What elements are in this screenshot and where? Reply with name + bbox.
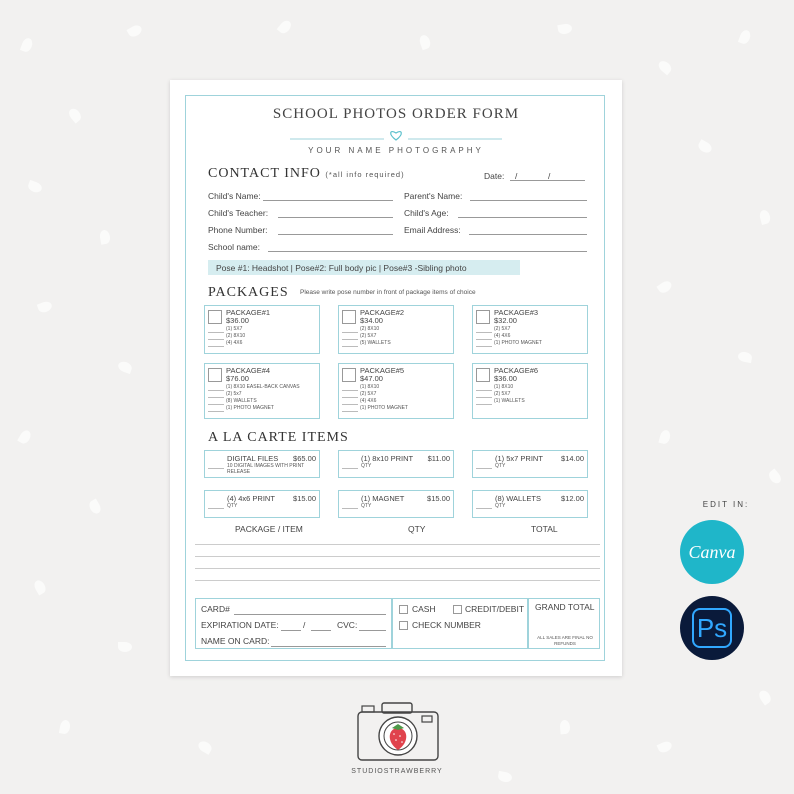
photoshop-label: Ps — [696, 612, 728, 643]
alacarte-name: (1) 8x10 PRINT — [361, 454, 414, 463]
phone-field[interactable] — [278, 234, 393, 235]
parents-name-field[interactable] — [470, 200, 587, 201]
package-item: (1) WALLETS — [494, 398, 525, 404]
pose-blank[interactable] — [208, 390, 224, 391]
card-field[interactable] — [234, 614, 386, 615]
payment-method-box — [392, 598, 528, 649]
package-price: $36.00 — [226, 316, 249, 325]
order-row[interactable] — [195, 544, 600, 545]
qty-blank[interactable] — [476, 508, 492, 509]
check-label: CHECK NUMBER — [412, 620, 481, 630]
package-checkbox[interactable] — [208, 368, 222, 382]
package-price: $47.00 — [360, 374, 383, 383]
package-checkbox[interactable] — [342, 310, 356, 324]
alacarte-price: $12.00 — [561, 494, 584, 503]
pose-blank[interactable] — [208, 404, 224, 405]
package-checkbox[interactable] — [208, 310, 222, 324]
package-item: (1) PHOTO MAGNET — [226, 405, 274, 411]
grand-total-label: GRAND TOTAL — [535, 602, 595, 612]
school-field[interactable] — [268, 251, 587, 252]
exp-sep: / — [303, 620, 306, 630]
package-item: (1) 5X7 — [226, 326, 243, 332]
packages-note: Please write pose number in front of package items of choice — [300, 289, 476, 296]
cvc-label: CVC: — [337, 620, 358, 630]
check-checkbox[interactable] — [399, 621, 408, 630]
package-card-6[interactable] — [472, 363, 588, 419]
package-card-5[interactable] — [338, 363, 454, 419]
pose-blank[interactable] — [476, 404, 492, 405]
package-checkbox[interactable] — [476, 310, 490, 324]
col-package-item: PACKAGE / ITEM — [235, 524, 303, 534]
alacarte-item-8x10[interactable] — [338, 450, 454, 478]
photographer-name: YOUR NAME PHOTOGRAPHY — [308, 146, 484, 155]
alacarte-sub: QTY — [495, 503, 506, 509]
alacarte-sub: QTY — [227, 503, 238, 509]
contact-heading: CONTACT INFO (*all info required) — [208, 166, 405, 181]
alacarte-item-4x6[interactable] — [204, 490, 320, 518]
alacarte-sub: QTY — [361, 503, 372, 509]
package-item: (4) 4X6 — [494, 333, 511, 339]
alacarte-price: $15.00 — [293, 494, 316, 503]
package-item: (2) 5x7 — [226, 391, 242, 397]
package-item: (1) 8X10 EASEL-BACK CANVAS — [226, 384, 300, 390]
pose-blank[interactable] — [342, 397, 358, 398]
package-item: (5) WALLETS — [360, 340, 391, 346]
alacarte-name: (1) 5x7 PRINT — [495, 454, 543, 463]
package-checkbox[interactable] — [342, 368, 356, 382]
date-sep-1: / — [515, 171, 518, 181]
package-card-1[interactable] — [204, 305, 320, 354]
package-item: (2) 5X7 — [360, 391, 377, 397]
package-item: (2) 5X7 — [494, 391, 511, 397]
alacarte-name: (1) MAGNET — [361, 494, 405, 503]
pose-blank[interactable] — [208, 332, 224, 333]
parents-name-label: Parent's Name: — [404, 191, 463, 201]
alacarte-name: DIGITAL FILES — [227, 454, 279, 463]
childs-teacher-label: Child's Teacher: — [208, 208, 269, 218]
order-row[interactable] — [195, 580, 600, 581]
alacarte-sub: QTY — [495, 463, 506, 469]
credit-label: CREDIT/DEBIT — [465, 604, 525, 614]
alacarte-price: $11.00 — [427, 454, 450, 463]
pose-blank[interactable] — [476, 332, 492, 333]
packages-heading: PACKAGES — [208, 285, 289, 300]
alacarte-name: (8) WALLETS — [495, 494, 541, 503]
cvc-field[interactable] — [359, 630, 386, 631]
phone-label: Phone Number: — [208, 225, 268, 235]
alacarte-name: (4) 4x6 PRINT — [227, 494, 275, 503]
col-qty: QTY — [408, 524, 426, 534]
card-info-box — [195, 598, 392, 649]
childs-age-field[interactable] — [458, 217, 587, 218]
package-item: (1) PHOTO MAGNET — [494, 340, 542, 346]
package-price: $76.00 — [226, 374, 249, 383]
package-price: $32.00 — [494, 316, 517, 325]
exp-month-field[interactable] — [281, 630, 301, 631]
date-label: Date: — [484, 171, 505, 181]
order-row[interactable] — [195, 556, 600, 557]
pose-blank[interactable] — [476, 346, 492, 347]
qty-blank[interactable] — [342, 468, 358, 469]
alacarte-item-digital[interactable] — [204, 450, 320, 478]
pose-blank[interactable] — [342, 404, 358, 405]
date-sep-2: / — [548, 171, 551, 181]
qty-blank[interactable] — [476, 468, 492, 469]
school-label: School name: — [208, 242, 260, 252]
package-item: (2) 8X10 — [360, 326, 380, 332]
package-item: (2) 5X7 — [494, 326, 511, 332]
alacarte-item-wallets[interactable] — [472, 490, 588, 518]
pose-blank[interactable] — [342, 332, 358, 333]
contact-note: (*all info required) — [325, 170, 405, 179]
pose-blank[interactable] — [476, 390, 492, 391]
package-name: PACKAGE#5 — [360, 366, 405, 375]
package-item: (2) 5X7 — [360, 333, 377, 339]
alacarte-sub: QTY — [361, 463, 372, 469]
childs-name-label: Child's Name: — [208, 191, 261, 201]
childs-teacher-field[interactable] — [278, 217, 393, 218]
expiration-label: EXPIRATION DATE: — [201, 620, 279, 630]
package-card-4[interactable] — [204, 363, 320, 419]
pose-blank[interactable] — [208, 346, 224, 347]
alacarte-price: $15.00 — [427, 494, 450, 503]
exp-year-field[interactable] — [311, 630, 331, 631]
heart-divider-icon — [290, 130, 502, 142]
cash-label: CASH — [412, 604, 436, 614]
package-price: $34.00 — [360, 316, 383, 325]
alacarte-price: $65.00 — [293, 454, 316, 463]
package-item: (1) PHOTO MAGNET — [360, 405, 408, 411]
package-card-2[interactable] — [338, 305, 454, 354]
qty-blank[interactable] — [208, 508, 224, 509]
pose-blank[interactable] — [342, 411, 358, 412]
name-on-card-field[interactable] — [271, 646, 386, 647]
package-item: (1) 8X10 — [494, 384, 514, 390]
package-item: (8) WALLETS — [226, 398, 257, 404]
email-field[interactable] — [469, 234, 587, 235]
alacarte-price: $14.00 — [561, 454, 584, 463]
pose-blank[interactable] — [342, 390, 358, 391]
alacarte-heading: A LA CARTE ITEMS — [208, 430, 349, 445]
pose-blank[interactable] — [208, 339, 224, 340]
childs-age-label: Child's Age: — [404, 208, 449, 218]
edit-in-label: EDIT IN: — [702, 500, 750, 509]
grand-total-box[interactable] — [528, 598, 600, 649]
package-checkbox[interactable] — [476, 368, 490, 382]
credit-checkbox[interactable] — [453, 605, 462, 614]
order-form-sheet — [170, 80, 622, 676]
qty-blank[interactable] — [342, 508, 358, 509]
alacarte-sub: 10 DIGITAL IMAGES WITH PRINT RELEASE — [227, 463, 305, 475]
pose-blank[interactable] — [342, 339, 358, 340]
package-name: PACKAGE#2 — [360, 308, 405, 317]
package-item: (2) 8X10 — [226, 333, 246, 339]
brand-name: STUDIOSTRAWBERRY — [351, 768, 443, 775]
photoshop-icon[interactable] — [680, 596, 744, 660]
form-title: SCHOOL PHOTOS ORDER FORM — [272, 106, 520, 122]
name-on-card-label: NAME ON CARD: — [201, 636, 270, 646]
package-price: $36.00 — [494, 374, 517, 383]
pose-legend: Pose #1: Headshot | Pose#2: Full body pic | Pose#3 -Sibling photo — [208, 260, 520, 275]
childs-name-field[interactable] — [263, 200, 393, 201]
email-label: Email Address: — [404, 225, 461, 235]
alacarte-item-magnet[interactable] — [338, 490, 454, 518]
canva-icon[interactable]: Canva — [680, 520, 744, 584]
package-card-3[interactable] — [472, 305, 588, 354]
package-name: PACKAGE#1 — [226, 308, 271, 317]
package-name: PACKAGE#3 — [494, 308, 539, 317]
package-name: PACKAGE#6 — [494, 366, 539, 375]
pose-blank[interactable] — [476, 339, 492, 340]
cash-checkbox[interactable] — [399, 605, 408, 614]
pose-blank[interactable] — [208, 397, 224, 398]
qty-blank[interactable] — [208, 468, 224, 469]
package-item: (4) 4X6 — [226, 340, 243, 346]
package-item: (4) 4X6 — [360, 398, 377, 404]
card-label: CARD# — [201, 604, 230, 614]
pose-blank[interactable] — [342, 346, 358, 347]
pose-blank[interactable] — [208, 411, 224, 412]
pose-blank[interactable] — [476, 397, 492, 398]
col-total: TOTAL — [531, 524, 558, 534]
photoshop-frame — [692, 608, 732, 648]
package-item: (1) 8X10 — [360, 384, 380, 390]
package-name: PACKAGE#4 — [226, 366, 271, 375]
final-sale-note: ALL SALES ARE FINAL NO REFUNDS — [537, 635, 593, 646]
order-row[interactable] — [195, 568, 600, 569]
alacarte-item-5x7[interactable] — [472, 450, 588, 478]
camera-strawberry-logo-icon — [350, 698, 446, 764]
